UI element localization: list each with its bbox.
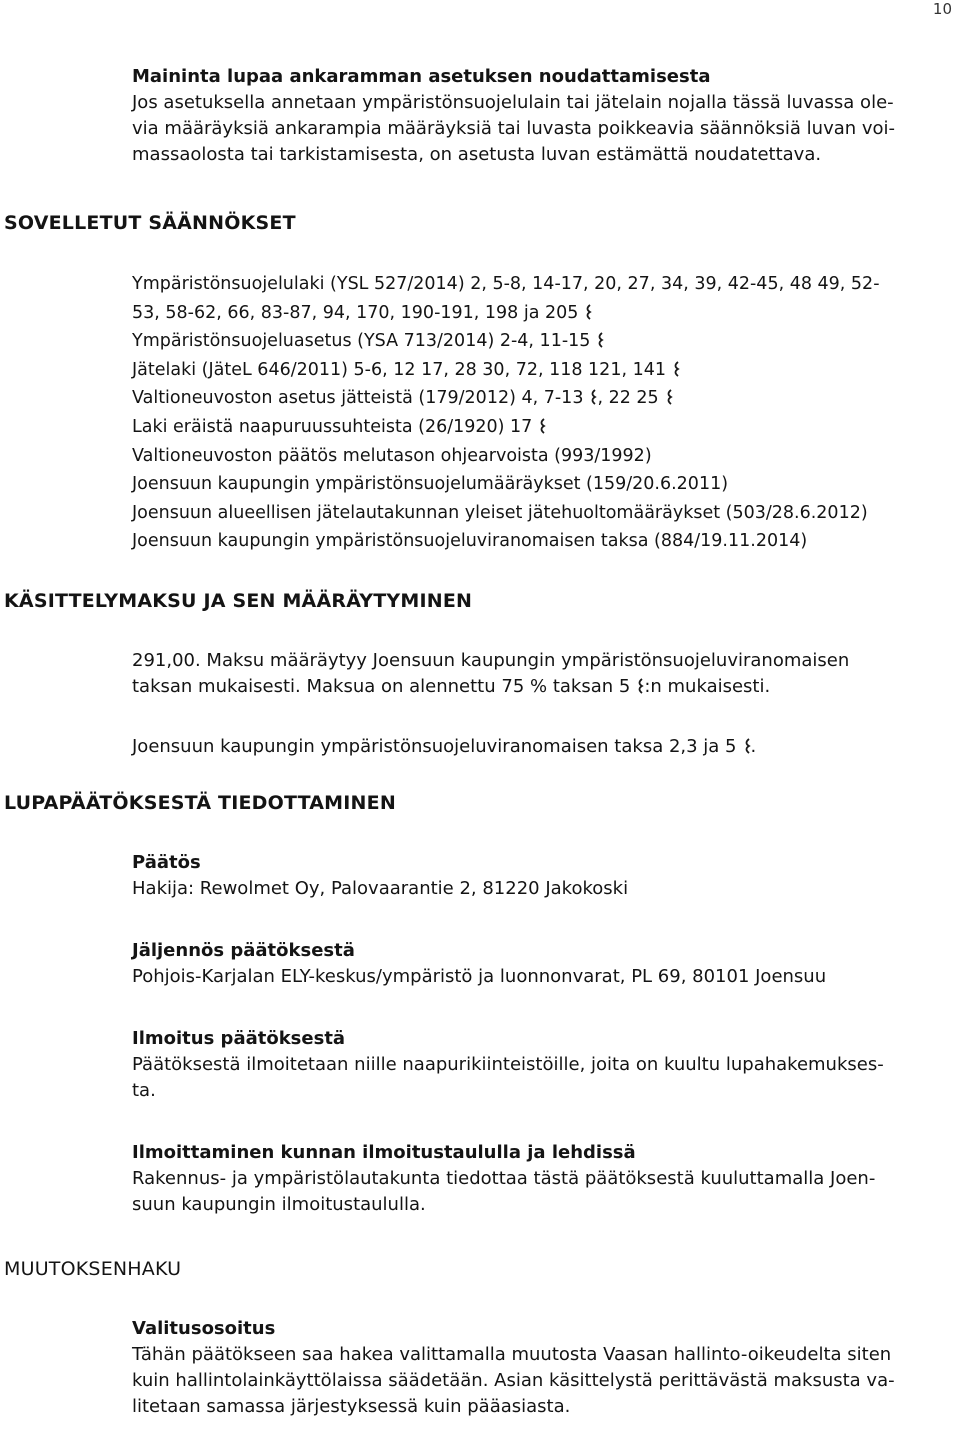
fee-line: taksan mukaisesti. Maksua on alennettu 75 % taksan 5 :n mukaisesti. — [132, 676, 771, 697]
fee-section — [132, 648, 956, 760]
law-item: Joensuun alueellisen jätelautakunnan yleiset jätehuoltomääräykset (503/28.6.2012) — [132, 502, 868, 523]
announcement-line: ta. — [132, 1080, 156, 1101]
bulletin-block — [132, 1140, 956, 1218]
appeal-title: Valitusosoitus — [132, 1318, 276, 1339]
page-number: 10 — [932, 0, 952, 18]
section-sign-icon — [584, 304, 592, 320]
fee-amount: 291,00 — [132, 650, 195, 671]
bulletin-line: Rakennus- ja ympäristölautakunta tiedottaa tästä päätöksestä kuuluttamalla Joen- — [132, 1168, 876, 1189]
section-sign-icon — [596, 332, 604, 348]
bulletin-title: Ilmoittaminen kunnan ilmoitustaululla ja lehdissä — [132, 1142, 636, 1163]
decision-block — [132, 850, 956, 902]
announcement-block — [132, 1026, 956, 1104]
announcement-title: Ilmoitus päätöksestä — [132, 1028, 346, 1049]
appeal-instructions — [132, 1316, 956, 1420]
appeal-heading: MUUTOKSENHAKU — [4, 1258, 182, 1280]
law-item: Valtioneuvoston päätös melutason ohjearvoista (993/1992) — [132, 445, 652, 466]
law-item: Ympäristönsuojeluasetus (YSA 713/2014) 2-4, 11-15 — [132, 327, 956, 356]
copy-title: Jäljennös päätöksestä — [132, 940, 355, 961]
copy-line: Pohjois-Karjalan ELY-keskus/ympäristö ja luonnonvarat, PL 69, 80101 Joensuu — [132, 966, 827, 987]
stricter-decree-line: massaolosta tai tarkistamisesta, on asetusta luvan estämättä noudatettava. — [132, 144, 822, 165]
law-item: Jätelaki (JäteL 646/2011) 5-6, 12 17, 28 30, 72, 118 121, 141 — [132, 356, 956, 385]
stricter-decree-line: Jos asetuksella annetaan ympäristönsuojelulain tai jätelain nojalla tässä luvassa ole- — [132, 92, 894, 113]
law-item: Joensuun kaupungin ympäristönsuojelumääräykset (159/20.6.2011) — [132, 474, 729, 495]
law-item: 53, 58-62, 66, 83-87, 94, 170, 190-191, 198 ja 205 — [132, 299, 956, 328]
law-item: Ympäristönsuojelulaki (YSL 527/2014) 2, 5-8, 14-17, 20, 27, 34, 39, 42-45, 48 49, 52- — [132, 274, 880, 294]
bulletin-line: suun kaupungin ilmoitustaululla. — [132, 1194, 426, 1215]
fee-heading: KÄSITTELYMAKSU JA SEN MÄÄRÄYTYMINEN — [4, 590, 473, 612]
decision-line: Hakija: Rewolmet Oy, Palovaarantie 2, 81220 Jakokoski — [132, 878, 629, 899]
appeal-line: kuin hallintolainkäyttölaissa säädetään. Asian käsittelystä perittävästä maksusta va- — [132, 1370, 895, 1391]
notification-heading: LUPAPÄÄTÖKSESTÄ TIEDOTTAMINEN — [4, 792, 396, 814]
stricter-decree-section — [132, 64, 956, 168]
stricter-decree-title: Maininta lupaa ankaramman asetuksen noudattamisesta — [132, 66, 711, 87]
section-sign-icon — [743, 738, 751, 754]
applied-provisions-heading: SOVELLETUT SÄÄNNÖKSET — [4, 212, 296, 234]
section-sign-icon — [672, 361, 680, 377]
appeal-line: Tähän päätökseen saa hakea valittamalla muutosta Vaasan hallinto-oikeudelta siten — [132, 1344, 892, 1365]
section-sign-icon — [538, 418, 546, 434]
law-item: Laki eräistä naapuruussuhteista (26/1920) 17 — [132, 413, 956, 442]
law-item: Joensuun kaupungin ympäristönsuojeluviranomaisen taksa (884/19.11.2014) — [132, 531, 808, 552]
appeal-line: litetaan samassa järjestyksessä kuin pääasiasta. — [132, 1396, 571, 1417]
applied-provisions-list — [132, 270, 956, 556]
fee-basis: Joensuun kaupungin ympäristönsuojeluviranomaisen taksa 2,3 ja 5 . — [132, 736, 757, 757]
fee-line: 291,00. Maksu määräytyy Joensuun kaupungin ympäristönsuojeluviranomaisen — [132, 650, 850, 671]
law-item: Valtioneuvoston asetus jätteistä (179/2012) 4, 7-13 , 22 25 — [132, 384, 956, 413]
announcement-line: Päätöksestä ilmoitetaan niille naapurikiinteistöille, joita on kuultu lupahakemukses- — [132, 1054, 884, 1075]
decision-title: Päätös — [132, 852, 201, 873]
stricter-decree-line: via määräyksiä ankarampia määräyksiä tai luvasta poikkeavia säännöksiä luvan voi- — [132, 118, 896, 139]
section-sign-icon — [665, 389, 673, 405]
copy-block — [132, 938, 956, 990]
